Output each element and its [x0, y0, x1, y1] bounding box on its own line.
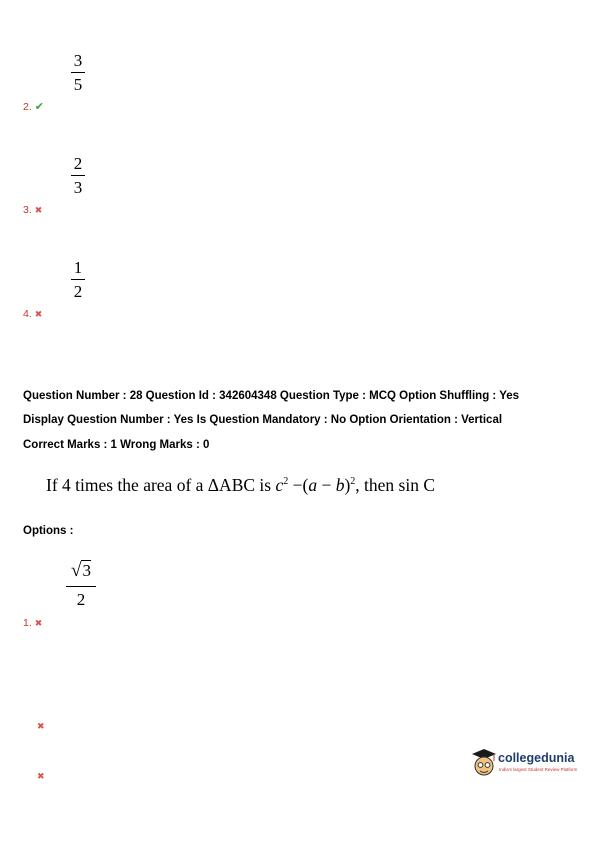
fraction-denominator: 2 [73, 282, 83, 301]
fraction-2-3 [71, 155, 85, 196]
option-number: 3. [23, 204, 32, 216]
fraction-bar [71, 279, 85, 280]
fraction-bar [71, 72, 85, 73]
option-1-label [23, 617, 42, 629]
cross-icon: ✖ [37, 721, 45, 731]
logo-name: collegedunia [498, 751, 575, 765]
square-root [71, 560, 91, 582]
option-3-label [23, 204, 42, 216]
fraction-3-5 [71, 52, 85, 93]
fraction-denominator: 3 [73, 178, 83, 197]
var-a: a [308, 475, 318, 495]
logo-tagline: India's largest Student Review Platform [499, 767, 578, 772]
fraction-denominator: 2 [76, 590, 86, 609]
cross-icon: ✖ [37, 771, 45, 781]
question-minus: −( [288, 475, 309, 495]
check-icon: ✔ [34, 101, 44, 113]
fraction-bar [66, 586, 96, 587]
question-prefix: If 4 times the area of a ΔABC is [46, 475, 276, 495]
option-4-label [23, 308, 42, 320]
exponent: 2 [283, 476, 289, 488]
fraction-numerator: 1 [73, 258, 83, 277]
question-mid: − [317, 475, 336, 495]
option-number: 2. [23, 101, 32, 113]
question-meta-line-2: Display Question Number : Yes Is Question Mandatory : No Option Orientation : Vertical [23, 414, 503, 426]
option-2-label [23, 100, 44, 113]
radicand: 3 [82, 561, 91, 580]
question-close: ) [344, 475, 351, 495]
fraction-numerator: 2 [73, 154, 83, 173]
graduate-mascot-icon [470, 746, 498, 780]
cross-icon: ✖ [34, 205, 43, 215]
option-number: 4. [23, 308, 32, 320]
options-label: Options : [23, 525, 74, 537]
question-meta-line-3: Correct Marks : 1 Wrong Marks : 0 [23, 439, 210, 451]
fraction-denominator: 5 [73, 75, 83, 94]
exponent: 2 [350, 476, 356, 488]
cross-icon: ✖ [34, 309, 43, 319]
question-meta-line-1: Question Number : 28 Question Id : 342604348 Question Type : MCQ Option Shuffling : Yes [23, 390, 520, 402]
option-number: 1. [23, 617, 32, 629]
fraction-numerator: 3 [73, 51, 83, 70]
var-c: c [275, 475, 284, 495]
var-b: b [335, 475, 345, 495]
option-1-fraction [66, 560, 96, 610]
question-suffix: , then sin C [355, 475, 436, 495]
fraction-1-2 [71, 259, 85, 300]
question-text [46, 475, 435, 496]
cross-icon: ✖ [34, 618, 43, 628]
fraction-bar [71, 175, 85, 176]
collegedunia-logo [470, 746, 580, 782]
sqrt-icon: √ [71, 560, 82, 581]
